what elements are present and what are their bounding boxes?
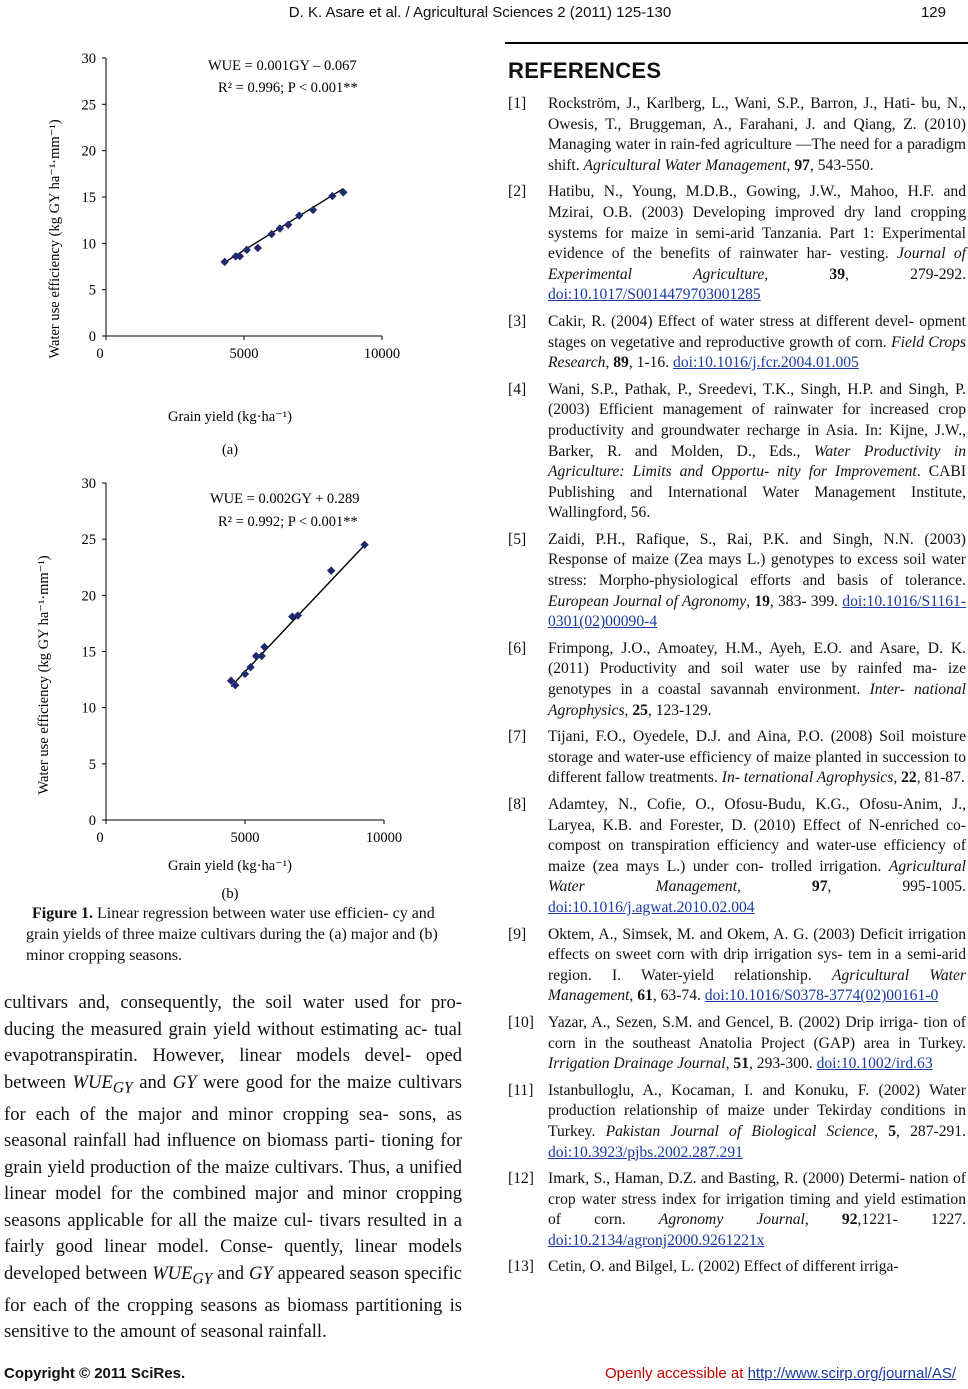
wue-symbol [72, 1071, 133, 1097]
data-point [309, 206, 317, 214]
data-point [284, 221, 292, 229]
references-list [508, 94, 966, 1284]
reference-doi-link[interactable]: doi:10.1016/S0378-3774(02)00161-0 [704, 987, 939, 1005]
reference-volume: 5 [888, 1122, 897, 1140]
y-tick-label: 25 [81, 532, 96, 549]
reference-volume: 25 [632, 701, 648, 719]
reference-journal: Agricultural Water Management [583, 156, 787, 174]
chart-a-equation: WUE = 0.001GY – 0.067 [208, 58, 357, 74]
y-tick-label: 20 [81, 588, 96, 605]
x-tick-label: 0 [96, 830, 104, 846]
y-tick-label: 30 [81, 51, 96, 67]
y-tick-label: 15 [81, 644, 96, 661]
reference-authors-title: Hatibu, N., Young, M.D.B., Gowing, J.W., Mahoo, H.F. and Mzirai, O.B. (2003) Developing improved dry land cropping systems for maize in semi-arid Tanzania. Part 1: Experimental evidence of the benefits of rainwater har- vesting. [548, 183, 966, 263]
chart-b-svg [30, 470, 470, 905]
running-header [0, 4, 968, 24]
reference-item [508, 94, 966, 176]
data-point [260, 643, 268, 651]
reference-pages: , 81-87. [916, 769, 965, 787]
reference-journal: Agricultural Water Management [548, 966, 966, 1005]
reference-pages: , 543-550. [809, 156, 874, 174]
y-tick-label: 15 [81, 190, 96, 206]
reference-separator: , [804, 1211, 842, 1229]
data-point [327, 566, 335, 574]
chart-a-trendline [225, 189, 344, 263]
chart-a-svg [30, 44, 470, 464]
reference-pages: , 293-300. [748, 1055, 817, 1073]
chart-a-panel-label: (a) [221, 442, 239, 458]
reference-volume: 61 [637, 987, 653, 1005]
body-text-5: appeared season specific for each of the cropping seasons as biomass partitioning is sensitive to the amount of seasonal rainfall. [4, 1262, 462, 1343]
reference-pages: , 123-129. [647, 701, 712, 719]
reference-number: [13] [508, 1258, 534, 1276]
y-tick-label: 20 [81, 143, 96, 160]
y-tick-label: 25 [81, 97, 96, 114]
y-tick-label: 5 [88, 756, 96, 773]
x-tick-label: 5000 [230, 830, 260, 846]
reference-authors-title: Cakir, R. (2004) Effect of water stress at different devel- opment stages on vegetative and reproductive growth of corn. [548, 312, 966, 351]
reference-journal: Pakistan Journal of Biological Science [605, 1122, 875, 1140]
wue-text-2: WUE [152, 1262, 193, 1284]
chart-b-xticks [96, 820, 402, 846]
reference-number: [5] [508, 530, 527, 548]
references-heading: REFERENCES [508, 58, 662, 83]
reference-pages: CABI Publishing and International Water Management Institute, Wallingford, 56. [548, 463, 967, 522]
open-access-notice [605, 1365, 956, 1382]
open-access-prefix: Openly accessible at [605, 1365, 748, 1382]
reference-pages: ,1221- 1227. [857, 1211, 967, 1229]
reference-journal: Journal of Experimental Agriculture [548, 245, 966, 283]
reference-authors-title: Imark, S., Haman, D.Z. and Basting, R. (2000) Determi- nation of crop water stress index for irrigation timing and yield estimation of corn. [548, 1170, 966, 1229]
reference-item [508, 795, 966, 919]
data-point [257, 652, 265, 660]
reference-doi-link[interactable]: doi:10.1016/S1161-0301(02)00090-4 [548, 592, 967, 631]
reference-volume: 22 [901, 769, 917, 787]
reference-number: [11] [508, 1081, 534, 1099]
reference-item [508, 1013, 966, 1075]
reference-authors-title: Istanbulloglu, A., Kocaman, I. and Konuku, F. (2002) Water production relationship of maize under Tekirday conditions in Turkey. [548, 1081, 966, 1140]
chart-b-xlabel: Grain yield (kg·ha⁻¹) [168, 858, 292, 874]
reference-journal: European Journal of Agronomy [548, 592, 747, 610]
figure-panel-b [30, 470, 470, 905]
reference-item [508, 1169, 966, 1251]
reference-number: [8] [508, 796, 527, 813]
chart-a-yticks [82, 51, 107, 345]
y-tick-label: 10 [81, 700, 96, 717]
figure-caption-text: Linear regression between water use efficien- cy and grain yields of three maize cultivars during the (a) major and (b) minor cropping seasons. [26, 905, 438, 964]
reference-authors-title: Frimpong, J.O., Amoatey, H.M., Ayeh, E.O. and Asare, D. K. (2011) Productivity and soil water use by rainfed ma- ize genotypes in a coastal savannah environment. [548, 639, 966, 699]
x-tick-label: 10000 [365, 830, 403, 846]
figure-panel-a [30, 44, 470, 464]
reference-journal: Irrigation Drainage Journal [548, 1055, 726, 1073]
reference-separator: , [764, 265, 830, 283]
chart-a-xticks [96, 336, 400, 362]
reference-pages: , 383- 399. [769, 592, 843, 610]
reference-volume: 19 [754, 592, 770, 610]
x-tick-label: 5000 [229, 346, 259, 362]
y-tick-label: 10 [81, 236, 96, 253]
wue-subscript-2: GY [192, 1270, 213, 1288]
chart-b-r2: R² = 0.992; P < 0.001** [218, 514, 358, 530]
reference-number: [9] [508, 925, 527, 943]
reference-item [508, 380, 966, 524]
reference-pages: , 63-74. [652, 987, 705, 1005]
chart-a-xlabel: Grain yield (kg·ha⁻¹) [168, 409, 292, 425]
reference-authors-title: Adamtey, N., Cofie, O., Ofosu-Budu, K.G., Ofosu-Anim, J., Laryea, K.B. and Forester, D. (2010) Effect of N-enriched co-compost on transpiration efficiency and water-use efficiency of maize (zea mays L.) under con- trolled irrigation. [548, 796, 966, 875]
reference-journal: Agricultural Water Management [548, 857, 966, 896]
reference-doi-link[interactable]: doi:10.2134/agronj2000.9261221x [548, 1231, 765, 1249]
reference-volume: 97 [794, 156, 810, 174]
reference-item [508, 312, 966, 374]
chart-b-panel-label: (b) [221, 886, 239, 902]
y-tick-label: 30 [81, 476, 96, 492]
reference-item [508, 925, 966, 1007]
reference-journal: Agronomy Journal [658, 1211, 805, 1229]
reference-item [508, 1257, 966, 1278]
reference-number: [3] [508, 312, 527, 330]
reference-number: [6] [508, 639, 527, 657]
chart-a-points [220, 188, 347, 266]
reference-authors-title: Cetin, O. and Bilgel, L. (2002) Effect of different irriga- [548, 1258, 899, 1276]
chart-a-r2: R² = 0.996; P < 0.001** [218, 80, 358, 96]
reference-doi-link[interactable]: doi:10.1017/S0014479703001285 [548, 286, 761, 304]
y-tick-label: 5 [88, 282, 96, 299]
reference-number: [12] [508, 1170, 534, 1188]
reference-item [508, 727, 966, 789]
x-tick-label: 0 [96, 346, 104, 362]
reference-pages: , 287-291. [896, 1122, 966, 1140]
reference-volume: 97 [811, 878, 828, 896]
reference-doi-link[interactable]: doi:10.1002/ird.63 [816, 1055, 933, 1073]
reference-item [508, 639, 966, 721]
reference-separator: , [874, 1122, 889, 1140]
reference-journal: Water Productivity in Agriculture: Limits and Opportu- nity for Improvement [548, 442, 966, 481]
gy-symbol: GY [172, 1071, 197, 1093]
data-point [246, 663, 254, 671]
reference-number: [4] [508, 380, 527, 398]
reference-item [508, 530, 966, 633]
wue-symbol-2 [152, 1262, 213, 1288]
reference-separator: . [916, 463, 929, 481]
reference-separator: , [725, 1055, 734, 1073]
reference-number: [7] [508, 728, 527, 746]
body-text-4: and [212, 1262, 249, 1284]
reference-doi-link[interactable]: doi:10.3923/pjbs.2002.287.291 [548, 1143, 743, 1161]
reference-volume: 92 [841, 1211, 858, 1229]
data-point [254, 244, 262, 252]
x-tick-label: 10000 [363, 346, 401, 362]
reference-authors-title: Wani, S.P., Pathak, P., Sreedevi, T.K., Singh, H.P. and Singh, P. (2003) Efficient management of rainwater for increased crop productivity and groundwater recharge in Asia. In: Kijne, J.W., Barker, R. and Molden, D., Eds., [548, 380, 966, 460]
reference-separator: , [624, 701, 633, 719]
body-paragraph [4, 990, 462, 1346]
body-text-2: and [132, 1071, 173, 1093]
reference-pages: , 995-1005. [827, 878, 966, 896]
running-title: D. K. Asare et al. / Agricultural Sciences 2 (2011) 125-130 [288, 4, 672, 21]
reference-number: [10] [508, 1013, 534, 1031]
reference-authors-title: Zaidi, P.H., Rafique, S., Rai, P.K. and Singh, N.N. (2003) Response of maize (Zea mays L.) genotypes to excess soil water stress: Morpho-physiological efforts and basis of tolerance. [548, 530, 966, 590]
reference-number: [1] [508, 95, 527, 112]
data-point [339, 188, 347, 196]
reference-number: [2] [508, 183, 527, 201]
page-footer [0, 1365, 968, 1387]
data-point [241, 670, 249, 678]
reference-journal: Inter- national Agrophysics [548, 681, 966, 719]
body-text-1: cultivars and, consequently, the soil water used for pro- ducing the measured grain yield without estimating ac- tual evapotranspiratin. However, linear models devel- oped between [4, 992, 462, 1093]
journal-link[interactable]: http://www.scirp.org/journal/AS/ [747, 1365, 956, 1382]
body-text-3: were good for the maize cultivars for each of the major and minor cropping sea- sons, as seasonal rainfall had influence on biomass parti- tioning for grain yield production of the maize cultivars. Thus, a unified linear model for the combined major and minor cropping seasons applicable for all the maize cul- tivars resulted in a fairly good linear model. Conse- quently, linear models developed between [4, 1071, 462, 1284]
reference-authors-title: Yazar, A., Sezen, S.M. and Gencel, B. (2002) Drip irriga- tion of corn in the southeast Anatolia Project (GAP) area in Turkey. [548, 1013, 966, 1052]
wue-subscript: GY [112, 1079, 133, 1097]
chart-b-ylabel: Water use efficiency (kg GY ha⁻¹·mm⁻¹) [36, 555, 52, 795]
chart-a-ylabel: Water use efficiency (kg GY ha⁻¹·mm⁻¹) [47, 119, 63, 359]
reference-volume: 51 [733, 1055, 749, 1073]
gy-symbol-2: GY [248, 1262, 273, 1284]
reference-authors-title: Tijani, F.O., Oyedele, D.J. and Aina, P.O. (2008) Soil moisture storage and water-use efficiency of maize planted in succession to different fallow treatments. [548, 728, 966, 787]
y-tick-label: 0 [88, 813, 96, 829]
reference-pages: , 279-292. [845, 265, 967, 283]
header-rule [505, 42, 968, 44]
reference-authors-title: Rockström, J., Karlberg, L., Wani, S.P., Barron, J., Hati- bu, N., Owesis, T., Bruggeman, A., Farahani, J. and Qiang, Z. (2010) Managing water in rain-fed agriculture —The need for a paradigm shift. [548, 95, 966, 174]
reference-item [508, 1081, 966, 1163]
data-point [220, 258, 228, 266]
reference-separator: , [786, 156, 795, 174]
reference-journal: Field Crops Research [548, 333, 966, 372]
chart-b-equation: WUE = 0.002GY + 0.289 [210, 491, 360, 507]
reference-authors-title: Oktem, A., Simsek, M. and Okem, A. G. (2003) Deficit irrigation effects on sweet corn with drip irrigation sys- tem in a semi-arid region. I. Water-yield relationship. [548, 925, 966, 984]
reference-separator: , [893, 769, 902, 787]
reference-volume: 39 [829, 265, 846, 283]
reference-pages: , 1-16. [628, 354, 674, 372]
copyright-notice: Copyright © 2011 SciRes. [4, 1365, 186, 1382]
reference-doi-link[interactable]: doi:10.1016/j.fcr.2004.01.005 [673, 354, 859, 372]
reference-separator: , [737, 878, 812, 896]
page-number: 129 [920, 4, 946, 21]
reference-doi-link[interactable]: doi:10.1016/j.agwat.2010.02.004 [548, 898, 755, 916]
reference-separator: , [605, 354, 614, 372]
reference-volume: 89 [613, 354, 629, 372]
reference-separator: , [746, 592, 755, 610]
figure-caption-label: Figure 1. [32, 905, 94, 922]
chart-b-yticks [82, 476, 107, 829]
figure-caption [26, 903, 462, 966]
reference-journal: In- ternational Agrophysics [721, 769, 894, 787]
wue-text: WUE [72, 1071, 113, 1093]
reference-separator: , [629, 987, 638, 1005]
y-tick-label: 0 [88, 329, 96, 345]
reference-item [508, 182, 966, 306]
